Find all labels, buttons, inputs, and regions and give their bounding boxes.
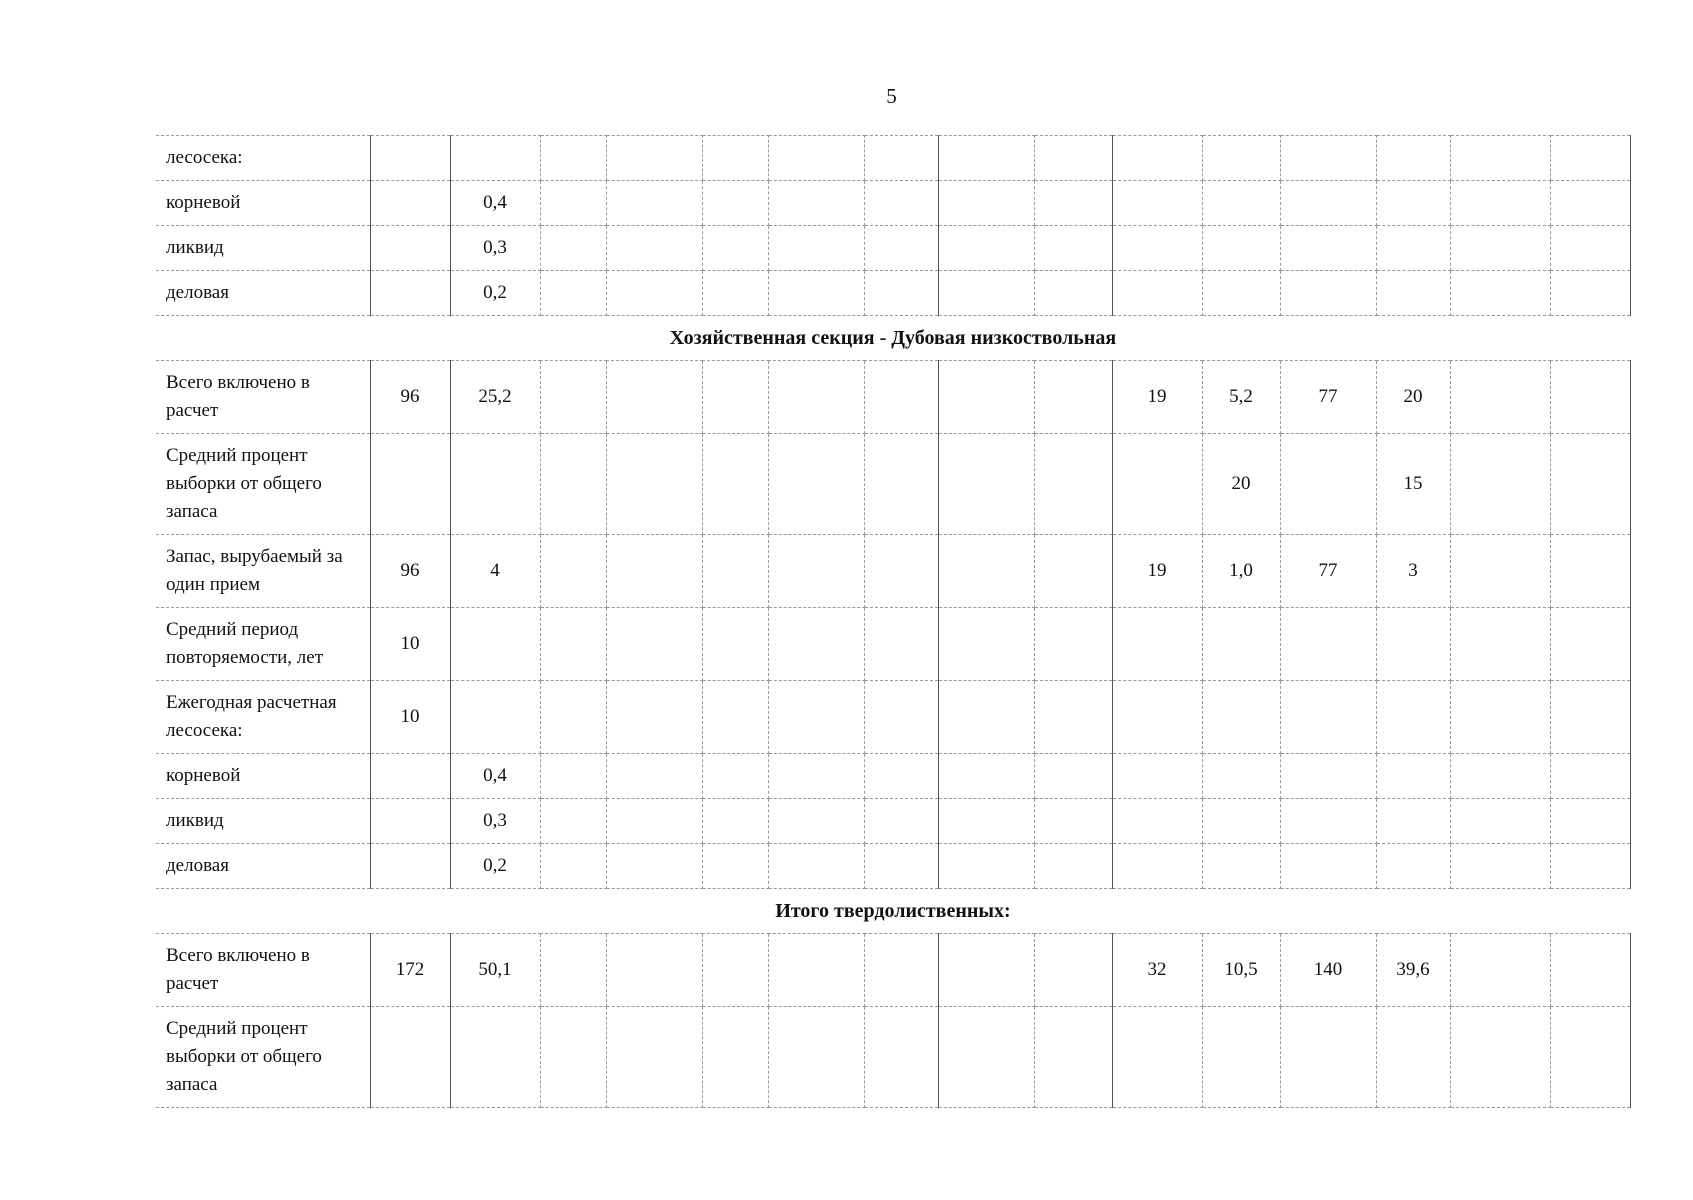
table-cell: 19 (1112, 535, 1202, 608)
table-cell (1450, 535, 1550, 608)
table-cell (1450, 434, 1550, 535)
table-cell (1034, 434, 1112, 535)
table-cell (1550, 361, 1630, 434)
table-row (156, 934, 1630, 1007)
table-cell: 0,2 (450, 271, 540, 316)
table-row (156, 799, 1630, 844)
page-number: 5 (886, 84, 897, 108)
table-cell (702, 934, 768, 1007)
table-cell (864, 681, 938, 754)
table-cell (702, 681, 768, 754)
table-cell (1112, 136, 1202, 181)
table-cell (370, 434, 450, 535)
table-cell (702, 754, 768, 799)
table-cell (1280, 181, 1376, 226)
table-cell (768, 434, 864, 535)
table-cell (864, 226, 938, 271)
table-cell: 10 (370, 608, 450, 681)
row-label: ликвид (156, 226, 370, 271)
table-cell (606, 844, 702, 889)
table-row (156, 181, 1630, 226)
table-cell (1550, 434, 1630, 535)
table-cell (702, 608, 768, 681)
table-row (156, 535, 1630, 608)
table-cell (702, 136, 768, 181)
table-cell (540, 844, 606, 889)
table-cell (606, 934, 702, 1007)
table-cell: 0,4 (450, 754, 540, 799)
table-cell (1550, 754, 1630, 799)
table-cell: 172 (370, 934, 450, 1007)
table-cell (1112, 681, 1202, 754)
table-cell (864, 608, 938, 681)
table-cell (864, 434, 938, 535)
table-cell (540, 535, 606, 608)
table-row (156, 434, 1630, 535)
row-label: Ежегодная расчетная лесосека: (156, 681, 370, 754)
table-cell (1450, 608, 1550, 681)
table-cell (1450, 136, 1550, 181)
table-cell (1450, 271, 1550, 316)
table-row (156, 844, 1630, 889)
table-cell (938, 844, 1034, 889)
table-cell (540, 608, 606, 681)
table-cell (1202, 271, 1280, 316)
table-cell (1202, 1007, 1280, 1108)
table-cell (768, 226, 864, 271)
table-cell (1376, 799, 1450, 844)
table-cell (1280, 226, 1376, 271)
row-label: деловая (156, 844, 370, 889)
table-cell (1034, 844, 1112, 889)
table-row (156, 271, 1630, 316)
table-cell (1034, 361, 1112, 434)
table-cell (938, 934, 1034, 1007)
table-cell (606, 754, 702, 799)
table-cell (540, 681, 606, 754)
table-cell (606, 136, 702, 181)
table-row (156, 608, 1630, 681)
table-cell (450, 608, 540, 681)
table-cell (1202, 799, 1280, 844)
row-label: корневой (156, 754, 370, 799)
table-row (156, 361, 1630, 434)
table-cell (768, 1007, 864, 1108)
table-cell (864, 844, 938, 889)
table-cell: 20 (1202, 434, 1280, 535)
table-cell (1450, 799, 1550, 844)
table-cell (864, 934, 938, 1007)
table-cell (1376, 271, 1450, 316)
table-cell (540, 754, 606, 799)
table-cell (540, 434, 606, 535)
table-cell (606, 271, 702, 316)
table-cell (1280, 136, 1376, 181)
section-header (156, 889, 1630, 934)
table-cell (1034, 271, 1112, 316)
table-cell (1550, 608, 1630, 681)
table-cell: 10,5 (1202, 934, 1280, 1007)
table-cell (1450, 754, 1550, 799)
table-cell (450, 681, 540, 754)
row-label: Всего включено в расчет (156, 361, 370, 434)
table-cell (606, 608, 702, 681)
table-cell (938, 271, 1034, 316)
table-cell (1450, 1007, 1550, 1108)
table-cell (1202, 181, 1280, 226)
table-cell (540, 1007, 606, 1108)
table-cell (370, 844, 450, 889)
table-cell (702, 434, 768, 535)
table-cell (1450, 681, 1550, 754)
table-cell (1034, 226, 1112, 271)
table-cell (370, 181, 450, 226)
row-label: лесосека: (156, 136, 370, 181)
table-cell (1280, 1007, 1376, 1108)
table-cell: 15 (1376, 434, 1450, 535)
table-cell: 20 (1376, 361, 1450, 434)
table-cell (606, 799, 702, 844)
table-cell (938, 136, 1034, 181)
table-cell (702, 535, 768, 608)
table-cell (540, 934, 606, 1007)
table-cell (370, 271, 450, 316)
table-cell (606, 434, 702, 535)
table-cell (1550, 681, 1630, 754)
table-cell (1550, 934, 1630, 1007)
table-cell (1034, 1007, 1112, 1108)
table-cell (768, 181, 864, 226)
table-cell: 3 (1376, 535, 1450, 608)
table-cell (702, 1007, 768, 1108)
table-cell (864, 799, 938, 844)
table-row (156, 136, 1630, 181)
table-row (156, 226, 1630, 271)
row-label: Всего включено в расчет (156, 934, 370, 1007)
table-cell (1112, 608, 1202, 681)
table-cell (1280, 844, 1376, 889)
table-cell (938, 535, 1034, 608)
table-cell (768, 535, 864, 608)
table-cell: 0,4 (450, 181, 540, 226)
table-cell (606, 535, 702, 608)
table-cell (1376, 181, 1450, 226)
row-label: Запас, вырубаемый за один прием (156, 535, 370, 608)
table-cell (938, 434, 1034, 535)
table-cell (1202, 754, 1280, 799)
table-cell (1034, 181, 1112, 226)
table-cell (1202, 844, 1280, 889)
table-cell (938, 754, 1034, 799)
table-cell (768, 136, 864, 181)
table-cell (1034, 681, 1112, 754)
table-cell (768, 271, 864, 316)
row-label: деловая (156, 271, 370, 316)
table-cell (1034, 799, 1112, 844)
table-cell: 0,2 (450, 844, 540, 889)
table-cell (370, 754, 450, 799)
table-cell (864, 754, 938, 799)
table-cell (1280, 608, 1376, 681)
table-cell: 0,3 (450, 226, 540, 271)
table-cell (864, 535, 938, 608)
table-cell (1376, 226, 1450, 271)
table-cell (938, 681, 1034, 754)
table-cell (450, 1007, 540, 1108)
table-cell (1112, 1007, 1202, 1108)
table-cell (1280, 681, 1376, 754)
table-cell (540, 271, 606, 316)
table-cell (1280, 271, 1376, 316)
table-cell (702, 844, 768, 889)
table-cell (540, 226, 606, 271)
table-cell (1550, 535, 1630, 608)
table-cell (702, 361, 768, 434)
table-cell (938, 181, 1034, 226)
table-cell (938, 226, 1034, 271)
row-label: Средний процент выборки от общего запаса (156, 434, 370, 535)
table-cell: 1,0 (1202, 535, 1280, 608)
table-cell (702, 226, 768, 271)
table-cell (768, 799, 864, 844)
table-cell (1202, 681, 1280, 754)
table-cell (1450, 844, 1550, 889)
table-cell (864, 271, 938, 316)
table-cell (1202, 608, 1280, 681)
table-row (156, 754, 1630, 799)
table-cell (1550, 181, 1630, 226)
table-cell (1112, 181, 1202, 226)
table-row (156, 681, 1630, 754)
table-cell (1550, 271, 1630, 316)
table-cell (702, 181, 768, 226)
table-cell (768, 608, 864, 681)
table-cell (864, 181, 938, 226)
table-cell (606, 226, 702, 271)
table-cell: 77 (1280, 535, 1376, 608)
table-cell (1034, 754, 1112, 799)
table-cell (540, 136, 606, 181)
table-cell (768, 844, 864, 889)
table-cell: 140 (1280, 934, 1376, 1007)
section-title: Итого твердолиственных: (156, 889, 1630, 934)
forest-table (156, 135, 1631, 1108)
table-cell (768, 681, 864, 754)
table-cell: 96 (370, 361, 450, 434)
section-title: Хозяйственная секция - Дубовая низкоствольная (156, 316, 1630, 361)
table-cell: 25,2 (450, 361, 540, 434)
table-cell (768, 934, 864, 1007)
table-cell (1450, 361, 1550, 434)
table-cell (938, 608, 1034, 681)
table-cell (540, 181, 606, 226)
table-cell: 96 (370, 535, 450, 608)
table-cell (864, 1007, 938, 1108)
table-cell (1034, 136, 1112, 181)
table-cell (1376, 1007, 1450, 1108)
table-cell (1550, 226, 1630, 271)
table-cell (1034, 535, 1112, 608)
table-cell (606, 361, 702, 434)
table-row (156, 1007, 1630, 1108)
table-cell (1376, 844, 1450, 889)
table-cell (938, 799, 1034, 844)
row-label: Средний период повторяемости, лет (156, 608, 370, 681)
table-cell: 5,2 (1202, 361, 1280, 434)
table-cell (606, 181, 702, 226)
table-cell (702, 799, 768, 844)
table-cell (768, 754, 864, 799)
table-cell (768, 361, 864, 434)
table-cell (938, 1007, 1034, 1108)
table-cell: 19 (1112, 361, 1202, 434)
table-cell (1280, 799, 1376, 844)
table-cell (1112, 754, 1202, 799)
table-cell (864, 361, 938, 434)
table-cell (606, 1007, 702, 1108)
table-cell (606, 681, 702, 754)
table-cell (1376, 681, 1450, 754)
table-cell (1550, 136, 1630, 181)
table-cell (702, 271, 768, 316)
table-cell (1112, 844, 1202, 889)
table-cell: 10 (370, 681, 450, 754)
table-cell (540, 799, 606, 844)
table-cell: 39,6 (1376, 934, 1450, 1007)
row-label: ликвид (156, 799, 370, 844)
table-cell (1034, 934, 1112, 1007)
table-cell (1450, 934, 1550, 1007)
table-cell (1550, 799, 1630, 844)
table-cell (1280, 754, 1376, 799)
table-cell (1550, 1007, 1630, 1108)
table-cell (1376, 136, 1450, 181)
table-cell (1450, 226, 1550, 271)
table-cell: 0,3 (450, 799, 540, 844)
row-label: Средний процент выборки от общего запаса (156, 1007, 370, 1108)
table-cell (450, 136, 540, 181)
table-cell: 4 (450, 535, 540, 608)
table-cell (1202, 136, 1280, 181)
table-cell (1202, 226, 1280, 271)
table-cell (1034, 608, 1112, 681)
row-label: корневой (156, 181, 370, 226)
table-cell (450, 434, 540, 535)
table-cell (370, 226, 450, 271)
table-cell (1112, 271, 1202, 316)
section-header (156, 316, 1630, 361)
table-cell (1280, 434, 1376, 535)
table-cell: 77 (1280, 361, 1376, 434)
table-cell (1550, 844, 1630, 889)
table-cell (370, 799, 450, 844)
table-cell: 32 (1112, 934, 1202, 1007)
table-cell (370, 1007, 450, 1108)
table-cell (938, 361, 1034, 434)
table-cell (1112, 799, 1202, 844)
table-cell (1450, 181, 1550, 226)
table-cell (1376, 608, 1450, 681)
table-cell (864, 136, 938, 181)
table-cell: 50,1 (450, 934, 540, 1007)
table-cell (540, 361, 606, 434)
table-cell (1112, 434, 1202, 535)
table-cell (1112, 226, 1202, 271)
table-cell (1376, 754, 1450, 799)
table-cell (370, 136, 450, 181)
